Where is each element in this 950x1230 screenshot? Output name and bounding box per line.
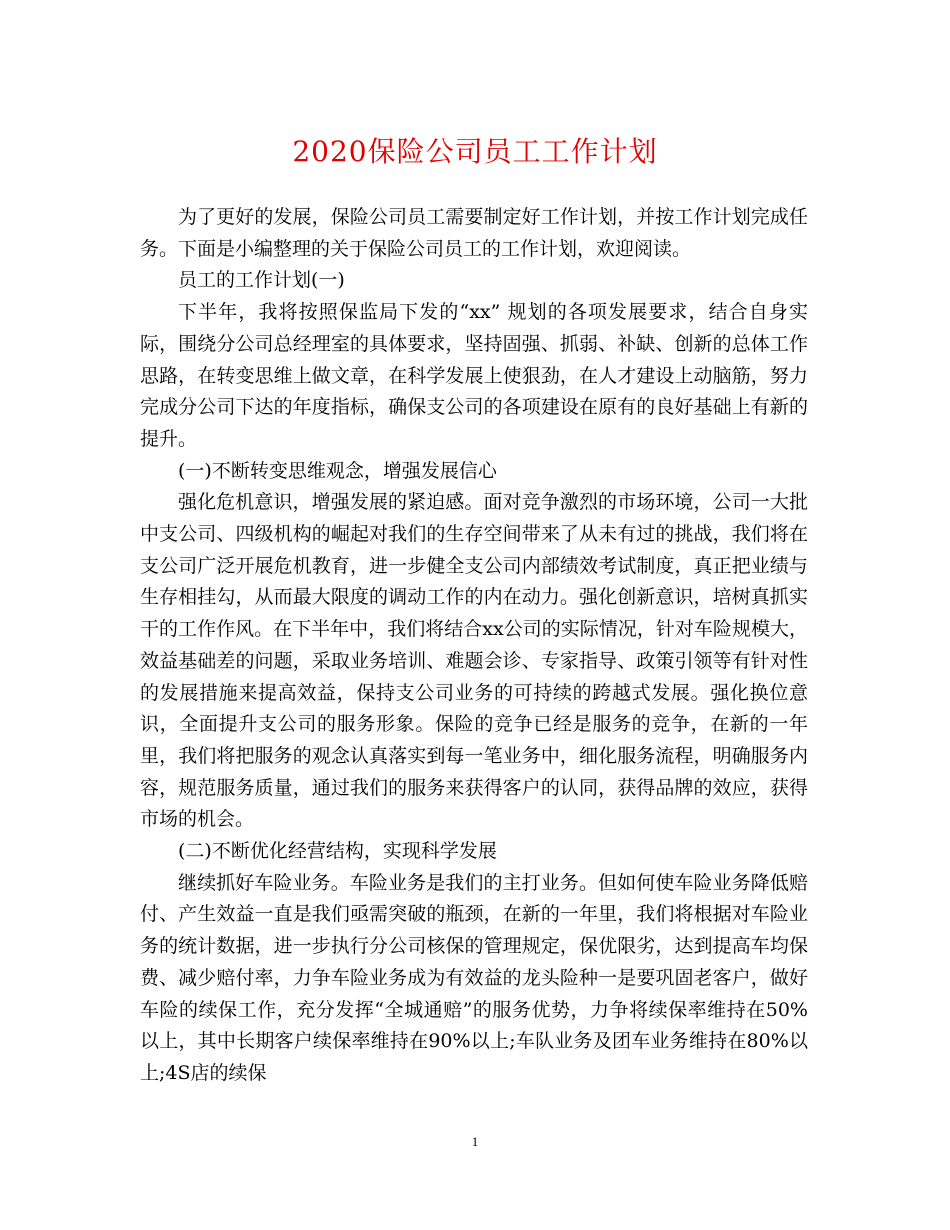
intro-paragraph: 为了更好的发展，保险公司员工需要制定好工作计划，并按工作计划完成任务。下面是小编整理的关于保险公司员工的工作计划，欢迎阅读。 — [140, 206, 808, 260]
body-paragraph: 强化危机意识，增强发展的紧迫感。面对竞争激烈的市场环境，公司一大批中支公司、四级机构的崛起对我们的生存空间带来了从未有过的挑战，我们将在支公司广泛开展危机教育，进一步健全支公司内部绩效考试制度，真正把业绩与生存相挂勾，从而最大限度的调动工作的内在动力。强化创新意识，培树真抓实干的工作作风。在下半年中，我们将结合xx公司的实际情况，针对车险规模大，效益基础差的问题，采取业务培训、难题会诊、专家指导、政策引领等有针对性的发展措施来提高效益，保持支公司业务的可持续的跨越式发展。强化换位意识，全面提升支公司的服务形象。保险的竞争已经是服务的竞争，在新的一年里，我们将把服务的观念认真落实到每一笔业务中，细化服务流程，明确服务内容，规范服务质量，通过我们的服务来获得客户的认同，获得品牌的效应，获得市场的机会。 — [140, 491, 808, 831]
document-title: 2020保险公司员工工作计划 — [292, 135, 658, 168]
body-paragraph: 继续抓好车险业务。车险业务是我们的主打业务。但如何使车险业务降低赔付、产生效益一直是我们亟需突破的瓶颈，在新的一年里，我们将根据对车险业务的统计数据，进一步执行分公司核保的管理规定，保优限劣，达到提高车均保费、减少赔付率，力争车险业务成为有效益的龙头险种一是要巩固老客户，做好车险的续保工作，充分发挥“全城通赔”的服务优势，力争将续保率维持在50%以上，其中长期客户续保率维持在90%以上;车队业务及团车业务维持在80%以上;4S店的续保 — [140, 871, 808, 1084]
section-heading: 员工的工作计划(一) — [178, 269, 345, 292]
subsection-heading: (一)不断转变思维观念，增强发展信心 — [178, 459, 497, 482]
body-paragraph: 下半年，我将按照保监局下发的“xx” 规划的各项发展要求，结合自身实际，围绕分公司总经理室的具体要求，坚持固强、抓弱、补缺、创新的总体工作思路，在转变思维上做文章，在科学发展上使狠劲，在人才建设上动脑筋，努力完成分公司下达的年度指标，确保支公司的各项建设在原有的良好基础上有新的提升。 — [140, 301, 808, 450]
subsection-heading: (二)不断优化经营结构，实现科学发展 — [178, 840, 497, 863]
page-number: 1 — [471, 1134, 479, 1149]
document-body — [140, 202, 808, 1090]
